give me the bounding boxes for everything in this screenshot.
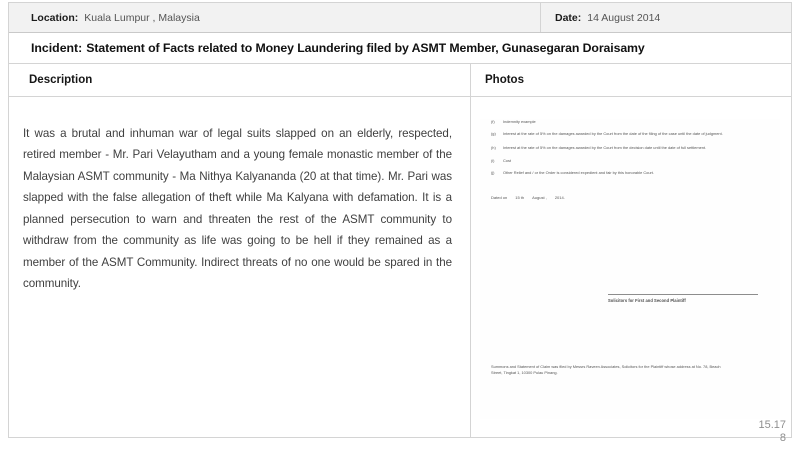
incident-title: Statement of Facts related to Money Laundering filed by ASMT Member, Gunasegaran Doraisamy [86, 41, 645, 55]
signature-caption: Solicitors for First and Second Plaintiff [608, 298, 686, 303]
incident-report-table [8, 2, 792, 438]
page-stamp [758, 419, 786, 447]
location-cell [9, 3, 541, 32]
signature-rule [608, 294, 758, 295]
stamp-page-number: 8 [779, 432, 786, 445]
dated-prefix: Dated on [491, 195, 508, 201]
date-label: Date: [555, 11, 582, 24]
incident-label: Incident: [31, 41, 83, 55]
clause-marker: (f) [491, 119, 495, 124]
clause-text: Interest at the rate of 5% on the damages awarded by the Court from the decision date until the date of full settlement. [503, 144, 707, 150]
clause-marker: (h) [491, 144, 496, 150]
date-value: 14 August 2014 [587, 11, 661, 24]
dated-day: 15 th [515, 195, 525, 201]
description-paragraph: It was a brutal and inhuman war of legal suits slapped on an elderly, respected, retired member - Mr. Pari Velayutham and a young female monastic member of the Malaysian ASMT community - Ma Nithya Kalyananda (20 at that time). Mr. Pari was slapped with the false allegation of theft while Ma Kalyana with defamation. It is a planned persecution to warn and threaten the rest of the ASMT community to withdraw from the community as life was going to be hell if they remained as a member of the ASMT Community. Indirect threats of no one would be spared in the community. [23, 127, 452, 291]
content-row [9, 97, 791, 438]
clause-item [480, 158, 780, 164]
clause-text: Cost [503, 158, 511, 164]
clause-text: Indemnity example [503, 119, 536, 124]
clause-item [480, 145, 780, 151]
column-header-photos: Photos [485, 74, 524, 86]
dated-year: 2014. [554, 195, 565, 201]
dated-line [480, 195, 780, 200]
dated-month: August , [532, 195, 547, 201]
clause-marker: (g) [491, 131, 496, 137]
description-cell [9, 97, 471, 437]
clause-text: Interest at the rate of 5% on the damages awarded by the Court from the date of the filing of the case until the date of judgment. [503, 131, 723, 137]
incident-title-row [9, 33, 791, 64]
meta-row [9, 3, 791, 33]
clause-marker: (j) [491, 170, 495, 176]
photos-cell [471, 97, 791, 437]
location-value: Kuala Lumpur , Malaysia [84, 11, 200, 24]
clause-item [480, 131, 780, 137]
clause-item [480, 170, 780, 176]
clause-text: Other Relief and / or the Order is considered expedient and fair by this honorable Court. [503, 170, 654, 176]
date-cell [541, 3, 791, 32]
clause-marker: (i) [491, 158, 495, 164]
stamp-time: 15.17 [758, 418, 786, 431]
location-label: Location: [31, 11, 79, 24]
document-footnote: Summons and Statement of Claim was filed by Messrs Raveen Associates, Solicitors for the Plaintiff whose address at No. 78, Beach Street, Tingkat 1, 10300 Pulau Pinang. [491, 364, 721, 376]
column-header-description: Description [9, 64, 471, 96]
legal-document-scan [480, 119, 780, 419]
clause-item [480, 119, 780, 125]
signature-block [608, 294, 758, 303]
column-header-row [9, 64, 791, 97]
